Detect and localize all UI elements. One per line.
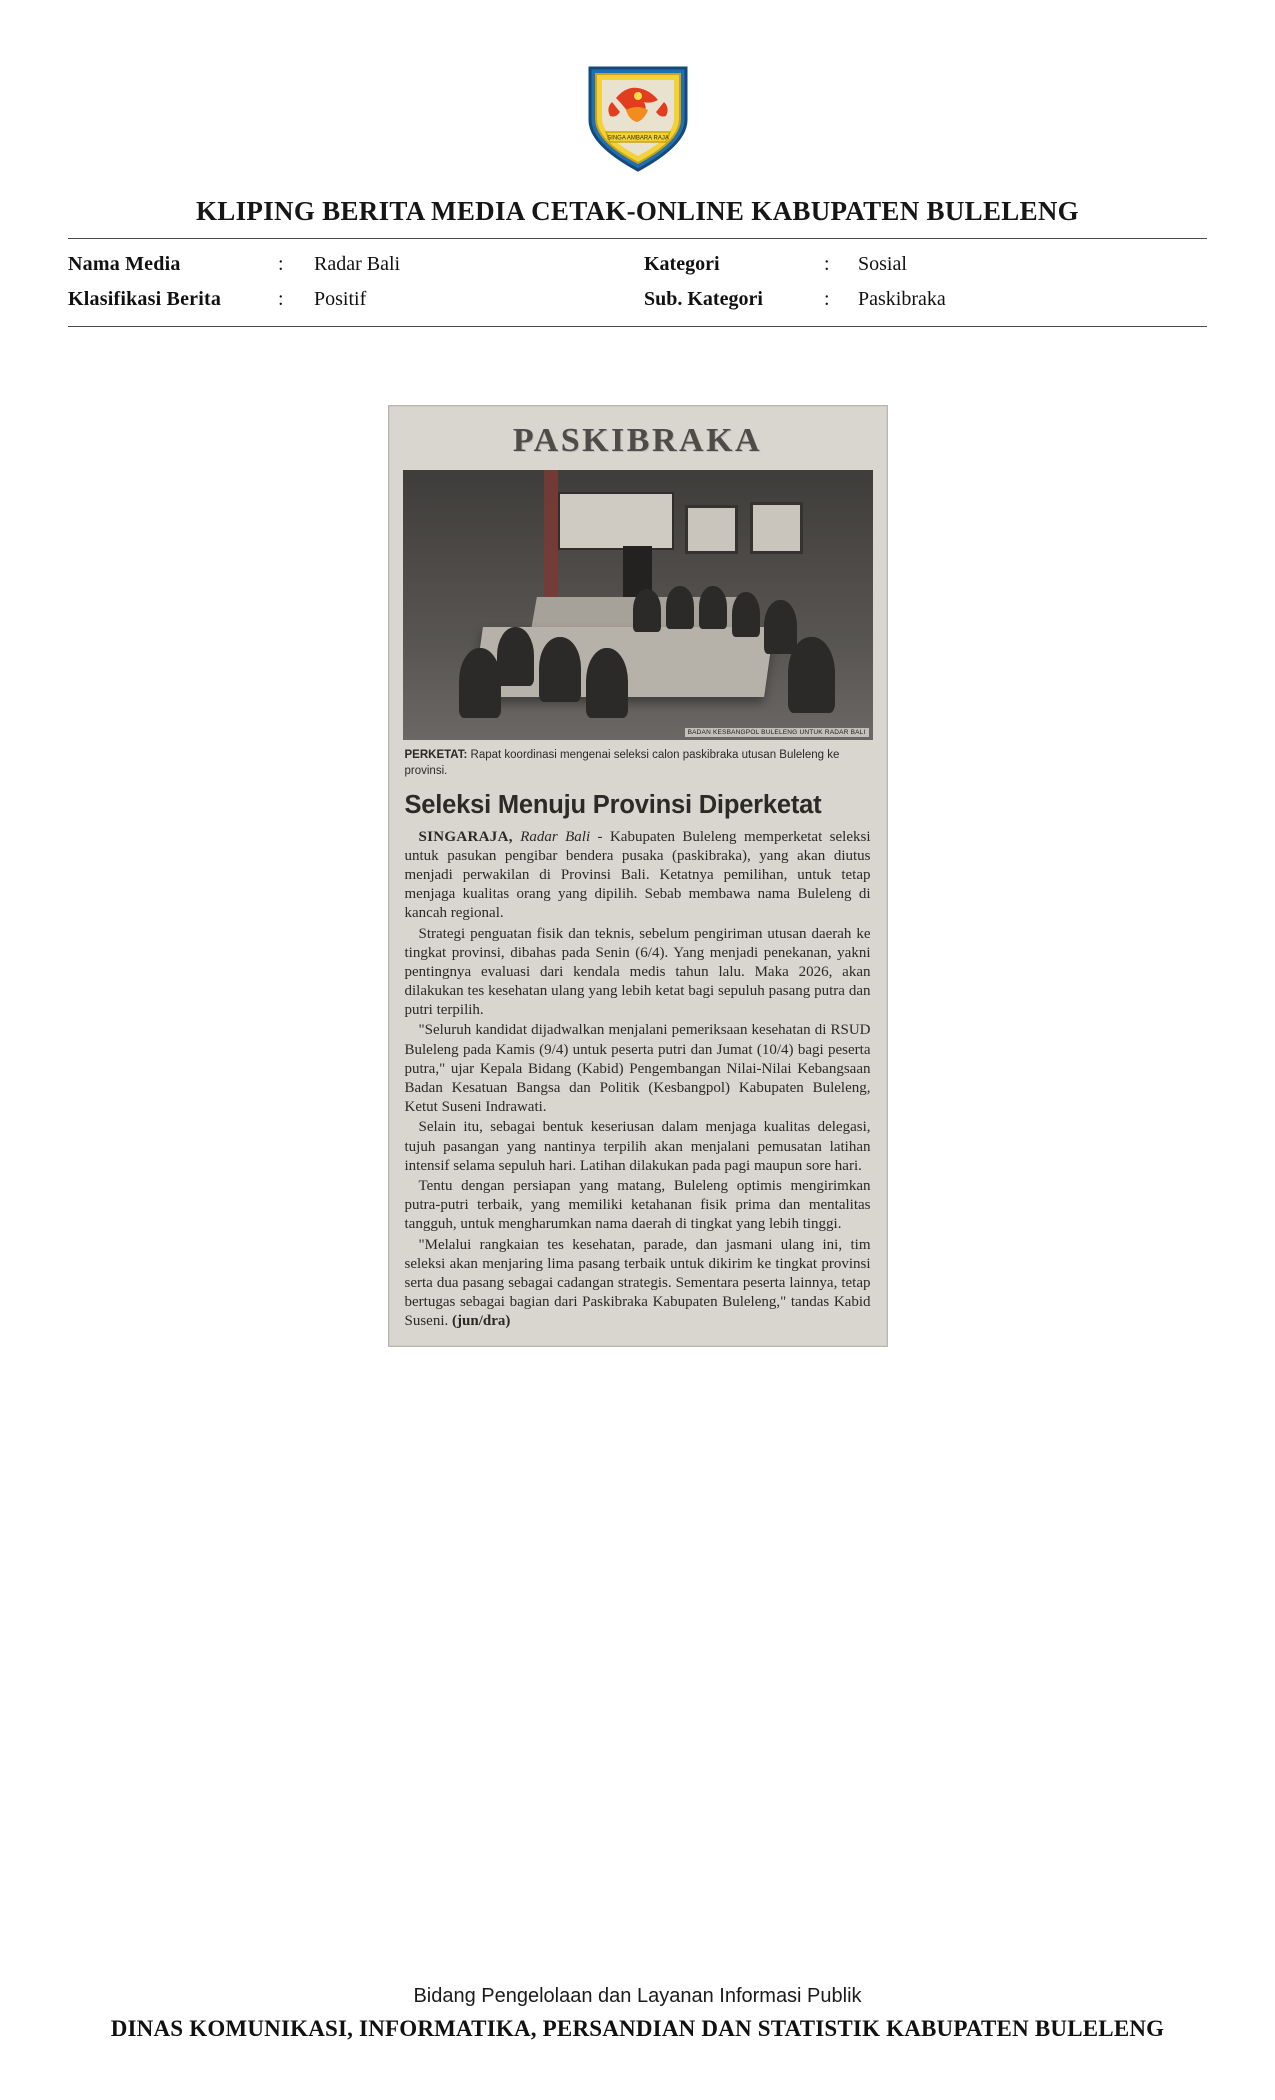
buleleng-regency-emblem-icon [582,58,694,176]
article-dateline: SINGARAJA, [418,828,513,845]
article-paragraph: Tentu dengan persiapan yang matang, Buleleng optimis mengirimkan putra-putri terbaik, yang memiliki ketahanan fisik prima dan mentalitas tangguh, untuk mengharumkan nama daerah di tingkat yang lebih tinggi. [404,1177,871,1233]
article-headline: Seleksi Menuju Provinsi Diperketat [404,791,822,820]
page-footer [0,1985,1275,2042]
article-last-text: "Melalui rangkaian tes kesehatan, parade, dan jasmani ulang ini, tim seleksi akan menjaring lima pasang terbaik untuk dikirim ke tingkat provinsi serta dua pasang sebagai cadangan strategis. Sementara peserta lainnya, tetap bertugas sebagai bagian dari Paskibraka Kabupaten Buleleng," tandas Kabid Suseni. [404,1236,871,1330]
svg-text:SINGA AMBARA RAJA: SINGA AMBARA RAJA [606,135,669,142]
caption-text: Rapat koordinasi mengenai seleksi calon paskibraka utusan Buleleng ke provinsi. [404,749,840,777]
clipping-area [68,405,1207,1347]
article-paragraph: "Seluruh kandidat dijadwalkan menjalani pemeriksaan kesehatan di RSUD Buleleng pada Kamis (9/4) untuk peserta putri dan Jumat (10/4) bagi peserta putra," ujar Kepala Bidang (Kabid) Pengembangan Nilai-Nilai Kebangsaan Badan Kesatuan Bangsa dan Politik (Kesbangpol) Kabupaten Buleleng, Ketut Suseni Indrawati. [404,1022,871,1116]
photo-caption [403,740,873,781]
meta-label-sub-kategori: Sub. Kategori [644,288,763,310]
article-paragraph: Strategi penguatan fisik dan teknis, sebelum pengiriman utusan daerah ke tingkat provinsi, dibahas pada Senin (6/4). Yang menjadi penekanan, yakni pentingnya evaluasi dari kendala medis tahun lalu. Maka 2026, akan dilakukan tes kesehatan ulang yang lebih ketat bagi sepuluh pasang putra dan putri terpilih. [404,925,871,1019]
meta-value-sub-kategori: Paskibraka [858,288,946,310]
article-lead-text: - Kabupaten Buleleng memperketat seleksi untuk pasukan pengibar bendera pusaka (paskibraka), yang akan diutus menjadi perwakilan di Provinsi Bali. Ketatnya pemilihan, untuk tetap menjaga kualitas orang yang dipilih. Sebab membawa nama Buleleng di kancah regional. [404,828,871,922]
article-paragraph: Selain itu, sebagai bentuk keseriusan dalam menjaga kualitas delegasi, tujuh pasangan yang nantinya terpilih akan menjalani pemusatan latihan intensif selama sepuluh hari. Latihan dilakukan pada pagi maupun sore hari. [404,1119,871,1174]
meta-label-nama-media: Nama Media [68,253,181,275]
meta-value-klasifikasi-berita: Positif [314,288,367,310]
article-body [403,828,873,1332]
clipping-photo [403,470,873,740]
metadata-table [68,247,1207,317]
meta-label-kategori: Kategori [644,253,720,275]
page-title: KLIPING BERITA MEDIA CETAK-ONLINE KABUPATEN BULELENG [196,196,1079,226]
clipping-section-header: PASKIBRAKA [512,422,763,459]
logo-container [68,0,1207,176]
meta-value-nama-media: Radar Bali [314,253,401,275]
meta-label-klasifikasi-berita: Klasifikasi Berita [68,288,222,310]
meta-value-kategori: Sosial [858,253,907,275]
table-row [68,282,1207,317]
article-paragraph [405,1236,871,1332]
meta-colon: : [824,288,830,310]
newspaper-clipping [388,405,888,1347]
divider-top [68,238,1207,239]
table-row [68,247,1207,282]
caption-lead: PERKETAT: [404,749,468,761]
article-byline-tag: (jun/dra) [452,1313,511,1330]
meta-colon: : [824,253,830,275]
wall-portrait-shape [750,502,803,554]
photo-credit: BADAN KESBANGPOL BULELENG UNTUK RADAR BALI [685,728,869,737]
article-media-name: Radar Bali [512,828,591,845]
projector-screen-shape [558,492,675,550]
meta-colon: : [278,253,284,275]
divider-bottom [68,326,1207,327]
meta-colon: : [278,288,284,310]
footer-line-2: DINAS KOMUNIKASI, INFORMATIKA, PERSANDIAN DAN STATISTIK KABUPATEN BULELENG [110,2016,1165,2041]
wall-portrait-shape [685,505,738,554]
footer-line-1: Bidang Pengelolaan dan Layanan Informasi Publik [413,1985,862,2007]
article-paragraph [405,828,871,924]
